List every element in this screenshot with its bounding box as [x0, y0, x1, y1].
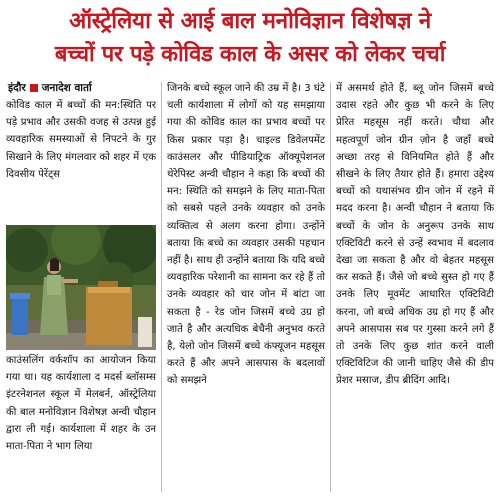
dateline-city: इंदौर	[8, 82, 26, 94]
article-column-3	[336, 80, 494, 390]
article-text: काउंसलिंग वर्कशॉप का आयोजन किया गया था। यह कार्यशाला द मदर्स ब्लॉसम्स इंटरनेशनल स्कूल में मेलबर्न, ऑस्ट्रेलिया की बाल मनोविज्ञान विशेषज्ञ अन्वी चौहान द्वारा ली गई। कार्यशाला में शहर के उन माता-पिता ने भाग लिया	[6, 355, 156, 453]
column-divider	[161, 82, 162, 492]
dateline-marker-icon	[30, 84, 38, 92]
headline	[0, 0, 500, 74]
headline-line-1: ऑस्ट्रेलिया से आई बाल मनोविज्ञान विशेषज्ञ ने	[69, 8, 431, 34]
dateline-source: जनादेश वार्ता	[41, 82, 92, 94]
article-text: जिनके बच्चे स्कूल जाने की उम्र में है। 3 घंटे चली कार्यशाला में लोगों को यह समझाया गया की कोविड काल का प्रभाव बच्चों पर किस प्रकार पड़ा है। चाइल्ड डिवेलपमेंट काउंसलर और पीडियाट्रिक ऑक्यूपेशनल थेरेपिस्ट अन्वी चौहान ने कहा कि बच्चों की मन: स्थिति को समझने के लिए माता-पिता को सबसे पहले उनके व्यवहार को उनके व्यक्तित्व से अलग करना होगा। उन्होंने बताया कि बच्चे का व्यवहार उसकी पहचान नहीं है। साथ ही उन्होंने बताया कि यदि बच्चे व्यवहारिक परेशानी का सामना कर रहे हैं तो उनके व्यवहार को चार जोन में बांटा जा सकता है - रेड जोन जिसमें बच्चे उग्र हो जाते है और अत्यधिक बेचैनी अनुभव करते है, येलो जोन जिसमें बच्चे कंफ्यूजन महसूस करते हैं और अपने आसपास के बदलावों को समझने	[167, 83, 325, 387]
headline-line-2: बच्चों पर पड़े कोविड काल के असर को लेकर चर्चा	[54, 42, 446, 67]
article-text: कोविड काल में बच्चों की मन:स्थिति पर पड़े प्रभाव और उसकी वजह से उत्पन्न हुई व्यवहारिक समस्याओं से निपटने के गुर सिखाने के लिए मंगलवार को शहर में एक दिवसीय पेरेंट्स	[6, 100, 156, 180]
article-column-2	[167, 80, 325, 390]
photo-illustration	[6, 225, 156, 350]
speaker-at-podium-photo	[6, 225, 156, 350]
dateline	[8, 80, 158, 96]
article-column-1-bottom	[6, 352, 156, 455]
article-column-1-top	[6, 97, 156, 183]
article-text: में असमर्थ होते हैं, ब्लू जोन जिसमें बच्चे उदास रहते और कुछ भी करने के लिए प्रेरित महसूस नहीं करते। चौथा और महत्वपूर्ण जोन ग्रीन ज़ोन है जहाँ बच्चे अच्छा तरह से विनियमित होते हैं और सीखने के लिए तैयार होते हैं। हमारा उद्देश्य बच्चों को यथासंभव ग्रीन जोन में रहने में मदद करना है। अन्वी चौहान ने बताया कि बच्चों के जोन के अनुरूप उनके साथ एक्टिविटी करने से उन्हें स्वभाव में बदलाव देखा जा सकता है और वो बेहतर महसूस कर सकते हैं। जैसे जो बच्चे सुस्त हो गए हैं उनके लिए मूवमेंट आधारित एक्टिविटी करना, जो बच्चे अधिक उग्र हो गए हैं और अपने आसपास सब पर गुस्सा करने लगे हैं तो उनके लिए कुछ शांत करने वाली एक्टिविटिज की जानी चाहिए जैसे की डीप प्रेशर मसाज, डीप ब्रीदिंग आदि।	[336, 83, 494, 387]
column-divider	[330, 82, 331, 492]
